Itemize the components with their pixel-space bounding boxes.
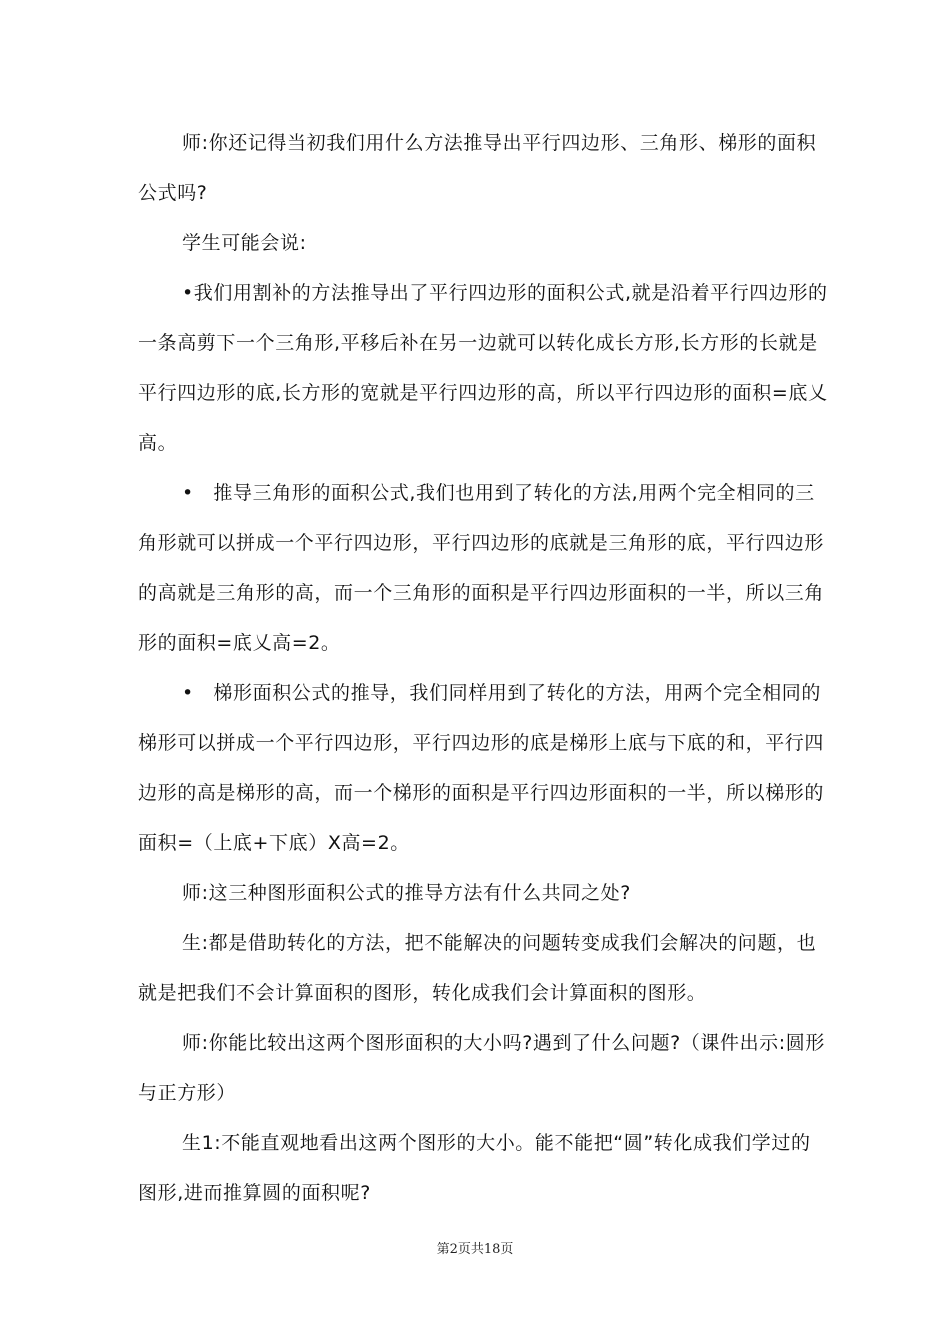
paragraph-trapezoid: • 梯形面积公式的推导，我们同样用到了转化的方法，用两个完全相同的梯形可以拼成一个平行四边形，平行四边形的底是梯形上底与下底的和，平行四边形的高是梯形的高，而一个梯形的面积是平行四边形面积的一半，所以梯形的面积=（上底+下底）X高=2。 [138, 682, 825, 854]
paragraph-teacher-compare: 师:你能比较出这两个图形面积的大小吗?遇到了什么问题?（课件出示:圆形与正方形） [138, 1032, 825, 1104]
paragraph-student-transform: 生:都是借助转化的方法，把不能解决的问题转变成我们会解决的问题，也就是把我们不会计算面积的图形，转化成我们会计算面积的图形。 [138, 932, 817, 1004]
paragraph-teacher-question: 师:你还记得当初我们用什么方法推导出平行四边形、三角形、梯形的面积公式吗? [138, 132, 817, 204]
paragraph-student-intro: 学生可能会说: [182, 232, 307, 254]
paragraph-teacher-common: 师:这三种图形面积公式的推导方法有什么共同之处? [182, 882, 631, 904]
paragraph-parallelogram: •我们用割补的方法推导出了平行四边形的面积公式,就是沿着平行四边形的一条高剪下一个三角形,平移后补在另一边就可以转化成长方形,长方形的长就是平行四边形的底,长方形的宽就是平行四边形的高，所以平行四边形的面积=底乂高。 [138, 282, 828, 454]
page-footer: 第2页共18页 [436, 1242, 514, 1257]
document-body [138, 118, 828, 1218]
paragraph-triangle: • 推导三角形的面积公式,我们也用到了转化的方法,用两个完全相同的三角形就可以拼成一个平行四边形，平行四边形的底就是三角形的底，平行四边形的高就是三角形的高，而一个三角形的面积是平行四边形面积的一半，所以三角形的面积=底乂高=2。 [138, 482, 825, 654]
paragraph-student-1: 生1:不能直观地看出这两个图形的大小。能不能把“圆”转化成我们学过的图形,进而推算圆的面积呢? [138, 1132, 811, 1204]
